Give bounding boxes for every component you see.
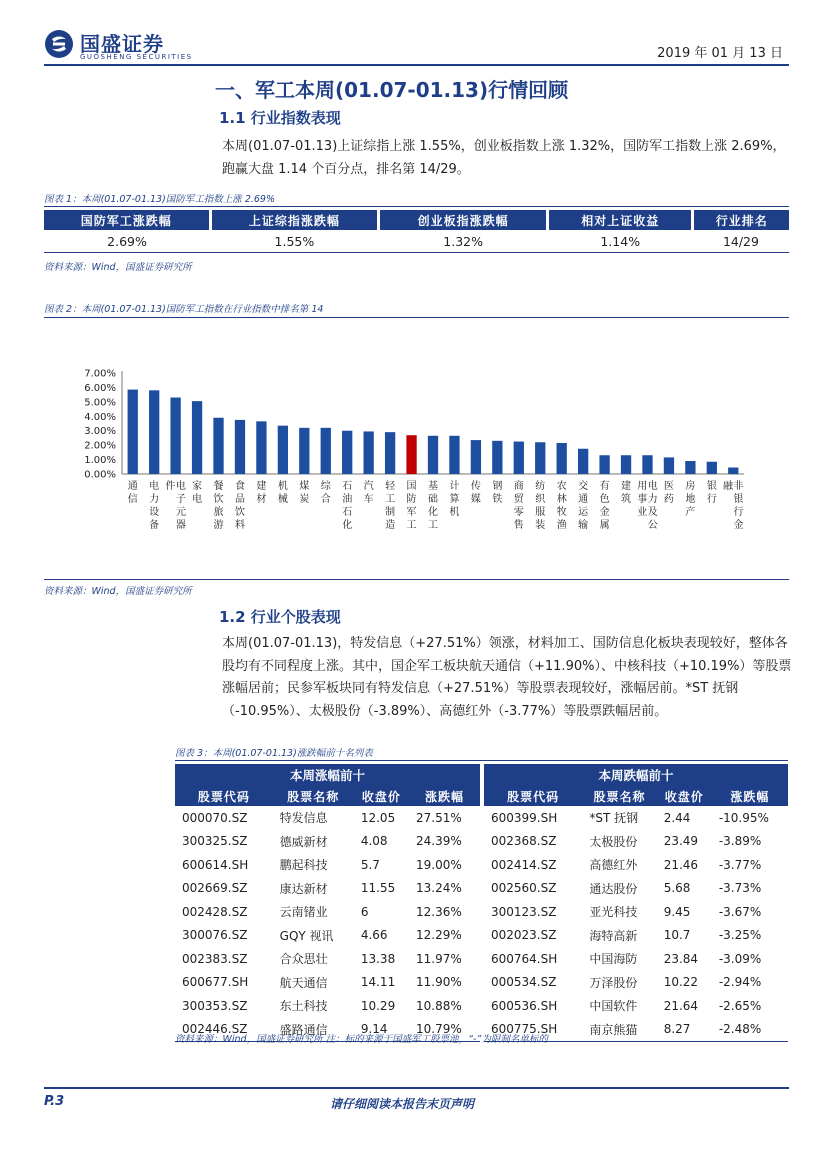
table-cell: 002428.SZ bbox=[182, 904, 248, 919]
bar bbox=[492, 441, 502, 474]
table-row bbox=[175, 971, 788, 995]
table-cell: 1.55% bbox=[210, 230, 379, 253]
table-cell: 海特高新 bbox=[589, 928, 638, 943]
table-cell: 002560.SZ bbox=[491, 881, 557, 896]
table-cell: 10.29 bbox=[360, 998, 396, 1013]
table-cell: 12.36% bbox=[409, 900, 482, 924]
x-tick-label: 电力设备 bbox=[149, 481, 160, 531]
industry-bar-chart bbox=[44, 340, 789, 576]
col-header: 相对上证收益 bbox=[548, 210, 693, 230]
x-tick-label: 基础化工 bbox=[428, 481, 438, 531]
table-cell: 23.84 bbox=[663, 951, 699, 966]
x-tick-label: 有色金属 bbox=[599, 481, 610, 531]
x-tick-label: 汽车 bbox=[363, 481, 374, 505]
bar bbox=[192, 401, 202, 474]
col-header: 股票代码 bbox=[482, 786, 582, 806]
table-cell: 鹏起科技 bbox=[279, 858, 328, 873]
bar bbox=[342, 431, 352, 474]
x-tick-label: 国防军工 bbox=[406, 481, 417, 531]
table-cell: 21.46 bbox=[663, 857, 699, 872]
table-cell: 002414.SZ bbox=[491, 857, 557, 872]
bar bbox=[642, 455, 652, 474]
bar bbox=[557, 443, 567, 474]
y-tick-label: 3.00% bbox=[84, 426, 116, 438]
table3-source: 资料来源：Wind，国盛证券研究所 注：标的来源于国盛军工股票池，“-”为限制名单标的 bbox=[175, 1034, 548, 1045]
table-cell: 中国海防 bbox=[589, 952, 638, 967]
table-cell: 600614.SH bbox=[182, 857, 249, 872]
x-tick-label: 家电 bbox=[192, 481, 203, 505]
bar bbox=[213, 418, 223, 474]
table-cell: 27.51% bbox=[409, 806, 482, 830]
x-tick-label: 石油石化 bbox=[342, 481, 353, 531]
y-tick-label: 0.00% bbox=[84, 469, 116, 481]
footer-disclaimer: 请仔细阅读本报告末页声明 bbox=[330, 1097, 475, 1111]
caption-rule bbox=[175, 760, 788, 761]
table-cell: 600536.SH bbox=[491, 998, 558, 1013]
col-header: 收盘价 bbox=[657, 786, 712, 806]
table-cell: 600764.SH bbox=[491, 951, 558, 966]
table-cell: -2.94% bbox=[718, 975, 762, 990]
table-cell: 002669.SZ bbox=[182, 881, 248, 896]
x-tick-label: 钢铁 bbox=[492, 481, 503, 505]
table-cell: 11.55 bbox=[360, 881, 396, 896]
logo-subtext: GUOSHENG SECURITIES bbox=[80, 53, 193, 61]
x-tick-label: 食品饮料 bbox=[234, 481, 245, 531]
table-row bbox=[44, 230, 789, 253]
x-tick-label: 房地产 bbox=[685, 481, 696, 518]
table-row bbox=[175, 924, 788, 948]
table-cell: 600775.SH bbox=[482, 1018, 582, 1042]
bar bbox=[514, 442, 524, 474]
subsection-title-2: 1.2 行业个股表现 bbox=[219, 608, 341, 626]
table-cell: 600677.SH bbox=[182, 975, 249, 990]
table1-source: 资料来源：Wind，国盛证券研究所 bbox=[44, 262, 192, 273]
table-cell: 太极股份 bbox=[589, 834, 638, 849]
bar bbox=[471, 440, 481, 474]
col-header: 涨跌幅 bbox=[409, 786, 482, 806]
y-tick-label: 5.00% bbox=[84, 397, 116, 409]
table-cell: 9.14 bbox=[354, 1018, 409, 1042]
table-cell: 10.7 bbox=[663, 928, 691, 943]
table-row bbox=[175, 900, 788, 924]
group-header-gainers: 本周涨幅前十 bbox=[175, 764, 482, 786]
x-tick-label: 机械 bbox=[277, 481, 288, 505]
x-tick-label: 医药 bbox=[663, 481, 674, 505]
x-tick-label: 电子元器件 bbox=[165, 481, 186, 531]
table-cell: -3.09% bbox=[718, 951, 762, 966]
table-row bbox=[175, 830, 788, 854]
table-cell: 24.39% bbox=[409, 830, 482, 854]
header-rule bbox=[44, 64, 789, 66]
bar bbox=[149, 390, 159, 474]
table-cell: 000534.SZ bbox=[491, 975, 557, 990]
table-cell: -3.89% bbox=[718, 834, 762, 849]
logo-text: 国盛证券 bbox=[80, 32, 164, 56]
bar bbox=[578, 449, 588, 474]
table-header-row bbox=[44, 210, 789, 230]
table-cell: 亚光科技 bbox=[589, 905, 638, 920]
table-cell: *ST 抚钢 bbox=[589, 811, 639, 826]
table-cell: 康达新材 bbox=[279, 881, 328, 896]
x-tick-label: 纺织服装 bbox=[535, 481, 546, 531]
x-tick-label: 计算机 bbox=[449, 481, 460, 518]
table-cell: 通达股份 bbox=[589, 881, 638, 896]
paragraph-index-performance: 本周(01.07-01.13)上证综指上涨 1.55%，创业板指数上涨 1.32%，国防军工指数上涨 2.69%，跑赢大盘 1.14 个百分点，排名第 14/29。 bbox=[222, 139, 786, 177]
table-cell: 特发信息 bbox=[279, 811, 328, 826]
bar bbox=[535, 442, 545, 474]
table-cell: 14.11 bbox=[360, 975, 396, 990]
footer-rule bbox=[44, 1087, 789, 1089]
table-cell: 12.29% bbox=[409, 924, 482, 948]
x-tick-label: 农林牧渔 bbox=[556, 481, 567, 531]
bar bbox=[599, 455, 609, 474]
section-title: 一、军工本周(01.07-01.13)行情回顾 bbox=[215, 78, 569, 102]
bar bbox=[278, 426, 288, 474]
x-tick-label: 商贸零售 bbox=[513, 481, 524, 531]
table-cell: 1.14% bbox=[548, 230, 693, 253]
caption-rule bbox=[44, 579, 789, 580]
table-row bbox=[175, 994, 788, 1018]
table-cell: 南京熊猫 bbox=[582, 1018, 656, 1042]
table-cell: -10.95% bbox=[718, 810, 769, 825]
table-cell: 12.05 bbox=[360, 810, 396, 825]
bar bbox=[299, 428, 309, 474]
table-row bbox=[175, 877, 788, 901]
column-header-row bbox=[175, 786, 788, 806]
table-cell: 航天通信 bbox=[279, 975, 328, 990]
table-row bbox=[175, 853, 788, 877]
x-tick-label: 传媒 bbox=[470, 481, 481, 505]
table-cell: 合众思壮 bbox=[279, 952, 328, 967]
caption-rule bbox=[44, 317, 789, 318]
table-cell: 4.66 bbox=[360, 928, 388, 943]
table-cell: 10.88% bbox=[409, 994, 482, 1018]
table-cell: -2.48% bbox=[712, 1018, 788, 1042]
table-row bbox=[175, 806, 788, 830]
x-tick-label: 非银行金融 bbox=[723, 481, 744, 531]
table-cell: 东土科技 bbox=[279, 999, 328, 1014]
table-cell: 盛路通信 bbox=[273, 1018, 354, 1042]
page-number: P.3 bbox=[44, 1094, 65, 1109]
bar bbox=[128, 390, 138, 474]
table-cell: 1.32% bbox=[379, 230, 548, 253]
x-tick-label: 通信 bbox=[127, 481, 138, 505]
bar bbox=[664, 457, 674, 474]
col-header: 股票代码 bbox=[175, 786, 273, 806]
x-tick-label: 综合 bbox=[320, 481, 331, 505]
x-tick-label: 交通运输 bbox=[578, 481, 589, 531]
y-tick-label: 6.00% bbox=[84, 382, 116, 394]
index-performance-table bbox=[44, 210, 789, 253]
table-cell: 19.00% bbox=[409, 853, 482, 877]
table-cell: 德威新材 bbox=[279, 834, 328, 849]
x-tick-label: 煤炭 bbox=[299, 481, 310, 505]
table-cell: 300353.SZ bbox=[182, 998, 248, 1013]
bar bbox=[428, 436, 438, 474]
table-cell: 6 bbox=[360, 904, 369, 919]
table-cell: 4.08 bbox=[360, 834, 388, 849]
x-tick-label: 建筑 bbox=[621, 481, 632, 505]
table-cell: 8.27 bbox=[657, 1018, 712, 1042]
table-cell: 5.68 bbox=[663, 881, 691, 896]
group-header-row bbox=[175, 764, 788, 786]
bar bbox=[235, 420, 245, 474]
bar bbox=[707, 462, 717, 474]
table3-caption: 图表 3：本周(01.07-01.13)涨跌幅前十名列表 bbox=[175, 748, 373, 759]
group-header-losers: 本周跌幅前十 bbox=[482, 764, 788, 786]
table-cell: 300325.SZ bbox=[182, 834, 248, 849]
table-cell: 11.97% bbox=[409, 947, 482, 971]
table-cell: 中国软件 bbox=[589, 999, 638, 1014]
bar bbox=[170, 398, 180, 474]
x-tick-label: 电力及公用事业 bbox=[637, 481, 658, 531]
table-cell: 5.7 bbox=[360, 857, 380, 872]
figure2-caption: 图表 2：本周(01.07-01.13)国防军工指数在行业指数中排名第 14 bbox=[44, 304, 324, 315]
table-cell: 600399.SH bbox=[491, 810, 558, 825]
table-cell: 11.90% bbox=[409, 971, 482, 995]
table-cell: 002368.SZ bbox=[491, 834, 557, 849]
col-header: 行业排名 bbox=[693, 210, 789, 230]
table-cell: 14/29 bbox=[693, 230, 789, 253]
bar bbox=[449, 436, 459, 474]
table-cell: 高德红外 bbox=[589, 858, 638, 873]
table-cell: 002446.SZ bbox=[175, 1018, 273, 1042]
y-tick-label: 4.00% bbox=[84, 411, 116, 423]
y-tick-label: 7.00% bbox=[84, 368, 116, 380]
bar bbox=[364, 431, 374, 474]
table1-caption: 图表 1：本周(01.07-01.13)国防军工指数上涨 2.69% bbox=[44, 194, 275, 205]
table-cell: 300076.SZ bbox=[182, 928, 248, 943]
subsection-title-1: 1.1 行业指数表现 bbox=[219, 109, 341, 127]
table-cell: 300123.SZ bbox=[491, 904, 557, 919]
table-cell: 23.49 bbox=[663, 834, 699, 849]
bar bbox=[728, 468, 738, 474]
table-cell: 002023.SZ bbox=[491, 928, 557, 943]
col-header: 股票名称 bbox=[582, 786, 656, 806]
table-cell: 002383.SZ bbox=[182, 951, 248, 966]
y-tick-label: 1.00% bbox=[84, 455, 116, 467]
caption-rule bbox=[44, 206, 789, 207]
table-cell: 10.79% bbox=[409, 1018, 482, 1042]
table-cell: -2.65% bbox=[718, 998, 762, 1013]
col-header: 股票名称 bbox=[273, 786, 354, 806]
bar bbox=[406, 435, 416, 474]
col-header: 上证综指涨跌幅 bbox=[210, 210, 379, 230]
table-cell: 21.64 bbox=[663, 998, 699, 1013]
table-cell: -3.77% bbox=[718, 857, 762, 872]
x-tick-label: 餐饮旅游 bbox=[213, 481, 224, 531]
table-cell: 2.44 bbox=[663, 810, 691, 825]
table-cell: -3.25% bbox=[718, 928, 762, 943]
table-cell: 13.24% bbox=[409, 877, 482, 901]
table-cell: -3.73% bbox=[718, 881, 762, 896]
x-tick-label: 建材 bbox=[256, 481, 267, 505]
table-cell: 2.69% bbox=[44, 230, 210, 253]
bar bbox=[321, 428, 331, 474]
table-cell: 万泽股份 bbox=[589, 975, 638, 990]
table-cell: 9.45 bbox=[663, 904, 691, 919]
bar bbox=[621, 455, 631, 474]
table-cell: 10.22 bbox=[663, 975, 699, 990]
table-cell: 云南锗业 bbox=[279, 905, 328, 920]
col-header: 创业板指涨跌幅 bbox=[379, 210, 548, 230]
paragraph-stock-performance: 本周(01.07-01.13)，特发信息（+27.51%）领涨，材料加工、国防信息化板块表现较好，整体各股均有不同程度上涨。其中，国企军工板块航天通信（+11.90%）、中核科技（+10.19%）等股票涨幅居前；民参军板块同有特发信息（+27.51%）等股票表现较好，涨幅居前。*ST 抚钢（-10.95%）、太极股份（-3.89%）、高德红外（-3.77%）等股票跌幅居前。 bbox=[222, 636, 792, 719]
table-cell: GQY 视讯 bbox=[279, 928, 334, 943]
col-header: 收盘价 bbox=[354, 786, 409, 806]
table-cell: 000070.SZ bbox=[182, 810, 248, 825]
bar bbox=[385, 432, 395, 474]
logo-mark bbox=[44, 29, 74, 59]
col-header: 国防军工涨跌幅 bbox=[44, 210, 210, 230]
figure2-source: 资料来源：Wind，国盛证券研究所 bbox=[44, 586, 192, 597]
y-tick-label: 2.00% bbox=[84, 440, 116, 452]
top-movers-table bbox=[175, 764, 788, 1042]
report-date: 2019 年 01 月 13 日 bbox=[657, 46, 783, 61]
table-cell: -3.67% bbox=[718, 904, 762, 919]
bar bbox=[256, 421, 266, 474]
col-header: 涨跌幅 bbox=[712, 786, 788, 806]
bar bbox=[685, 461, 695, 474]
table-cell: 13.38 bbox=[360, 951, 396, 966]
x-tick-label: 银行 bbox=[706, 481, 717, 505]
table-row bbox=[175, 947, 788, 971]
x-tick-label: 轻工制造 bbox=[385, 481, 396, 531]
